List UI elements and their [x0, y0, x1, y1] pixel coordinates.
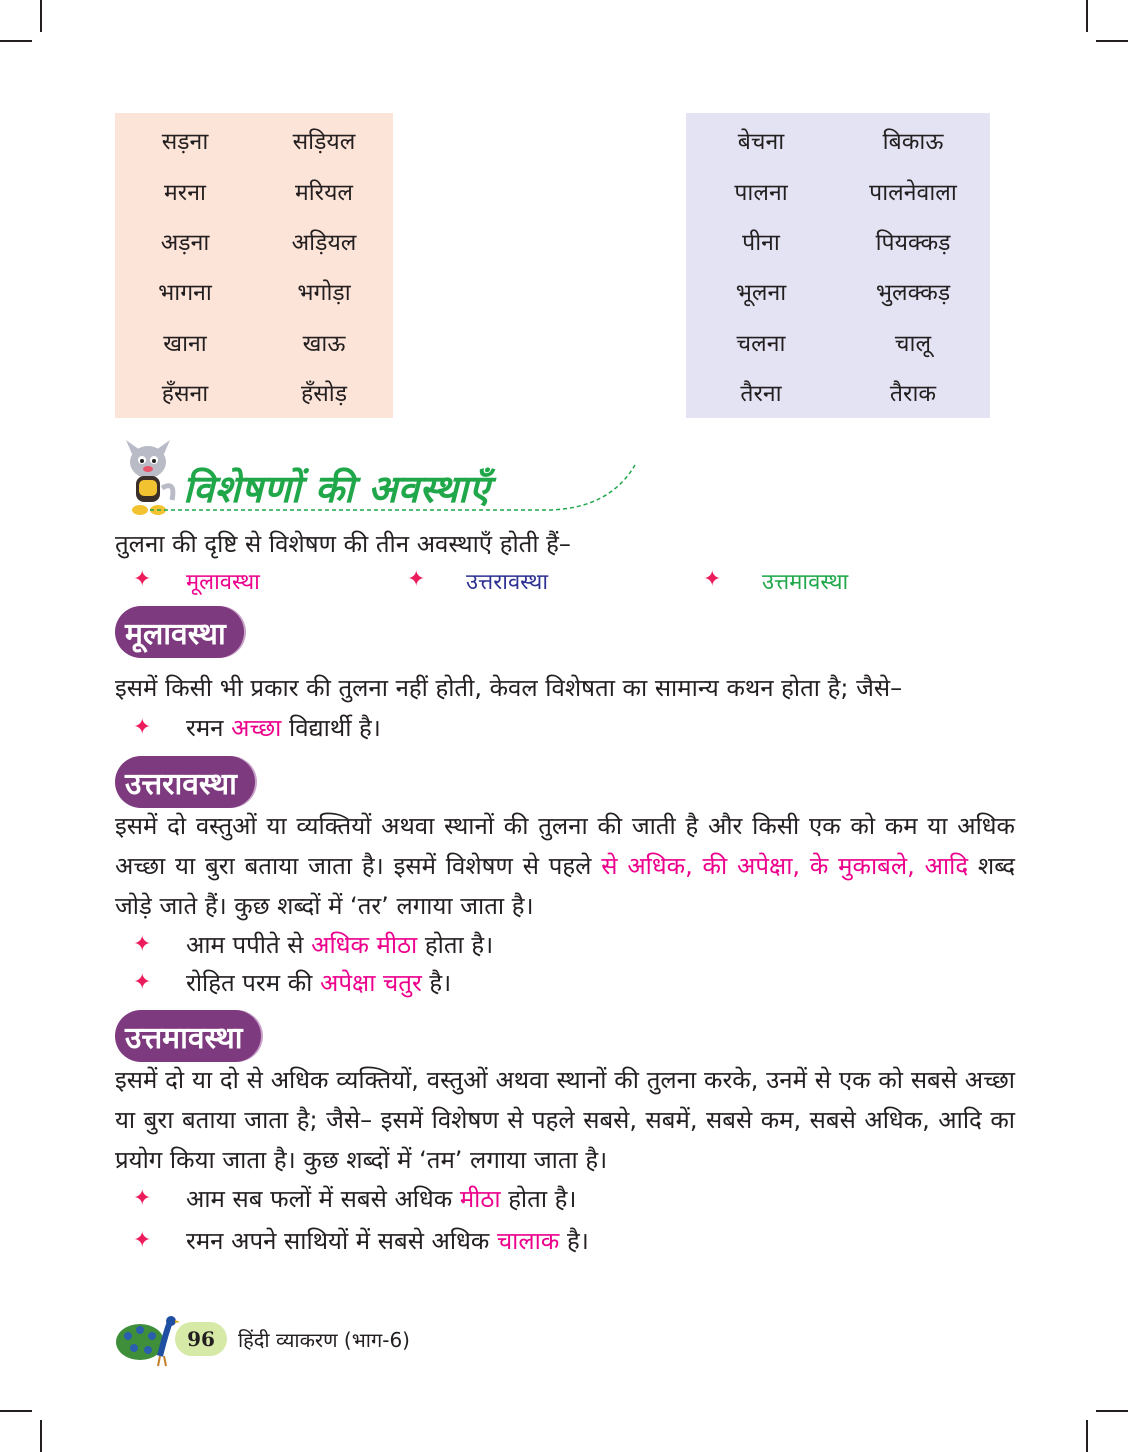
- example-text: रमन अपने साथियों में सबसे अधिक: [186, 1227, 497, 1255]
- bullet-icon: ✦: [133, 970, 152, 995]
- uttamavastha-example-1: [186, 1182, 577, 1215]
- page-number: 96: [175, 1322, 227, 1356]
- table-cell: अड़ियल: [291, 229, 357, 256]
- crop-mark: [0, 40, 32, 42]
- crop-mark: [1096, 40, 1128, 42]
- table-cell: चालू: [894, 330, 932, 357]
- example-text: है।: [559, 1227, 589, 1255]
- table-cell: सड़ना: [161, 129, 209, 156]
- crop-mark: [1086, 1420, 1088, 1452]
- paragraph-text: शब्द जोड़े जाते हैं। कुछ शब्दों में ‘तर’ लगाया जाता है।: [115, 852, 1015, 920]
- table-cell: भगोड़ा: [297, 280, 351, 307]
- bullet-icon: ✦: [703, 567, 722, 592]
- crop-mark: [1096, 1410, 1128, 1412]
- state-moolavastha: मूलावस्था: [186, 570, 260, 595]
- table-cell: पालनेवाला: [869, 179, 957, 206]
- uttaravastha-example-2: [186, 966, 451, 999]
- table-cell: भूलना: [735, 280, 787, 307]
- paragraph-highlight: से अधिक, की अपेक्षा, के मुकाबले, आदि: [601, 852, 969, 880]
- uttamavastha-title: उत्तमावस्था: [115, 1010, 261, 1062]
- example-text: रोहित परम की: [186, 969, 321, 997]
- table-cell: बिकाऊ: [882, 129, 944, 156]
- example-text: रमन: [186, 714, 232, 742]
- example-highlight: अधिक मीठा: [311, 931, 418, 959]
- word-table-left: [115, 113, 393, 418]
- paragraph-text: इसमें दो वस्तुओं या व्यक्तियों अथवा स्थानों की तुलना की जाती है और किसी एक को कम या अधिक अच्छा या बुरा बताया जाता है। इसमें विशेषण से पहले: [115, 812, 1015, 880]
- table-cell: भागना: [158, 280, 212, 307]
- example-highlight: चालाक: [496, 1227, 560, 1255]
- uttaravastha-example-1: [186, 928, 493, 961]
- example-text: है।: [421, 969, 452, 997]
- table-cell: बेचना: [737, 129, 785, 156]
- table-cell: अड़ना: [160, 229, 210, 256]
- bullet-icon: ✦: [133, 1186, 152, 1211]
- state-uttamavastha: उत्तमावस्था: [762, 570, 849, 595]
- bullet-icon: ✦: [133, 715, 152, 740]
- table-cell: पियक्कड़: [875, 229, 951, 256]
- bullet-icon: ✦: [133, 567, 152, 592]
- moolavastha-example: [186, 711, 381, 744]
- crop-mark: [40, 1420, 42, 1452]
- section-heading: विशेषणों की अवस्थाएँ: [183, 467, 490, 511]
- table-cell: हँसोड़: [300, 381, 348, 408]
- table-cell: चलना: [736, 330, 786, 357]
- bullet-icon: ✦: [133, 932, 152, 957]
- crop-mark: [40, 0, 42, 32]
- moolavastha-paragraph: इसमें किसी भी प्रकार की तुलना नहीं होती, केवल विशेषता का सामान्य कथन होता है; जैसे–: [115, 674, 903, 702]
- table-cell: भुलक्कड़: [875, 280, 951, 307]
- uttamavastha-example-2: [186, 1224, 589, 1257]
- intro-text: तुलना की दृष्टि से विशेषण की तीन अवस्थाएँ होती हैं–: [115, 530, 571, 558]
- table-cell: तैरना: [740, 381, 782, 408]
- table-cell: खाऊ: [302, 330, 346, 357]
- example-text: विद्यार्थी है।: [281, 714, 381, 742]
- example-text: आम सब फलों में सबसे अधिक: [186, 1185, 460, 1213]
- example-text: होता है।: [417, 931, 494, 959]
- book-title: हिंदी व्याकरण (भाग-6): [238, 1328, 410, 1352]
- peacock-icon: [114, 1312, 180, 1368]
- table-cell: मरना: [164, 179, 206, 206]
- crop-mark: [0, 1410, 32, 1412]
- word-table-right: [686, 113, 990, 418]
- example-text: होता है।: [500, 1185, 577, 1213]
- heading-underline: [150, 460, 640, 520]
- table-cell: तैराक: [889, 381, 937, 408]
- example-highlight: मीठा: [459, 1185, 501, 1213]
- table-cell: मरियल: [294, 179, 354, 206]
- uttaravastha-title: उत्तरावस्था: [115, 756, 255, 808]
- uttaravastha-paragraph: [115, 806, 1015, 926]
- bullet-icon: ✦: [133, 1228, 152, 1253]
- state-uttaravastha: उत्तरावस्था: [466, 570, 549, 595]
- example-text: आम पपीते से: [186, 931, 312, 959]
- table-cell: सड़ियल: [292, 129, 356, 156]
- moolavastha-title: मूलावस्था: [115, 606, 244, 658]
- example-highlight: अच्छा: [231, 714, 282, 742]
- example-highlight: अपेक्षा चतुर: [320, 969, 422, 997]
- table-cell: पालना: [734, 179, 788, 206]
- uttamavastha-paragraph: इसमें दो या दो से अधिक व्यक्तियों, वस्तुओं अथवा स्थानों की तुलना करके, उनमें से एक को सबसे अच्छा या बुरा बताया जाता है; जैसे– इसमें विशेषण से पहले सबसे, सबमें, सबसे कम, सबसे अधिक, आदि का प्रयोग किया जाता है। कुछ शब्दों में ‘तम’ लगाया जाता है।: [115, 1066, 1015, 1174]
- table-cell: पीना: [742, 229, 780, 256]
- table-cell: हँसना: [161, 381, 209, 408]
- crop-mark: [1086, 0, 1088, 32]
- table-cell: खाना: [163, 330, 207, 357]
- bullet-icon: ✦: [407, 567, 426, 592]
